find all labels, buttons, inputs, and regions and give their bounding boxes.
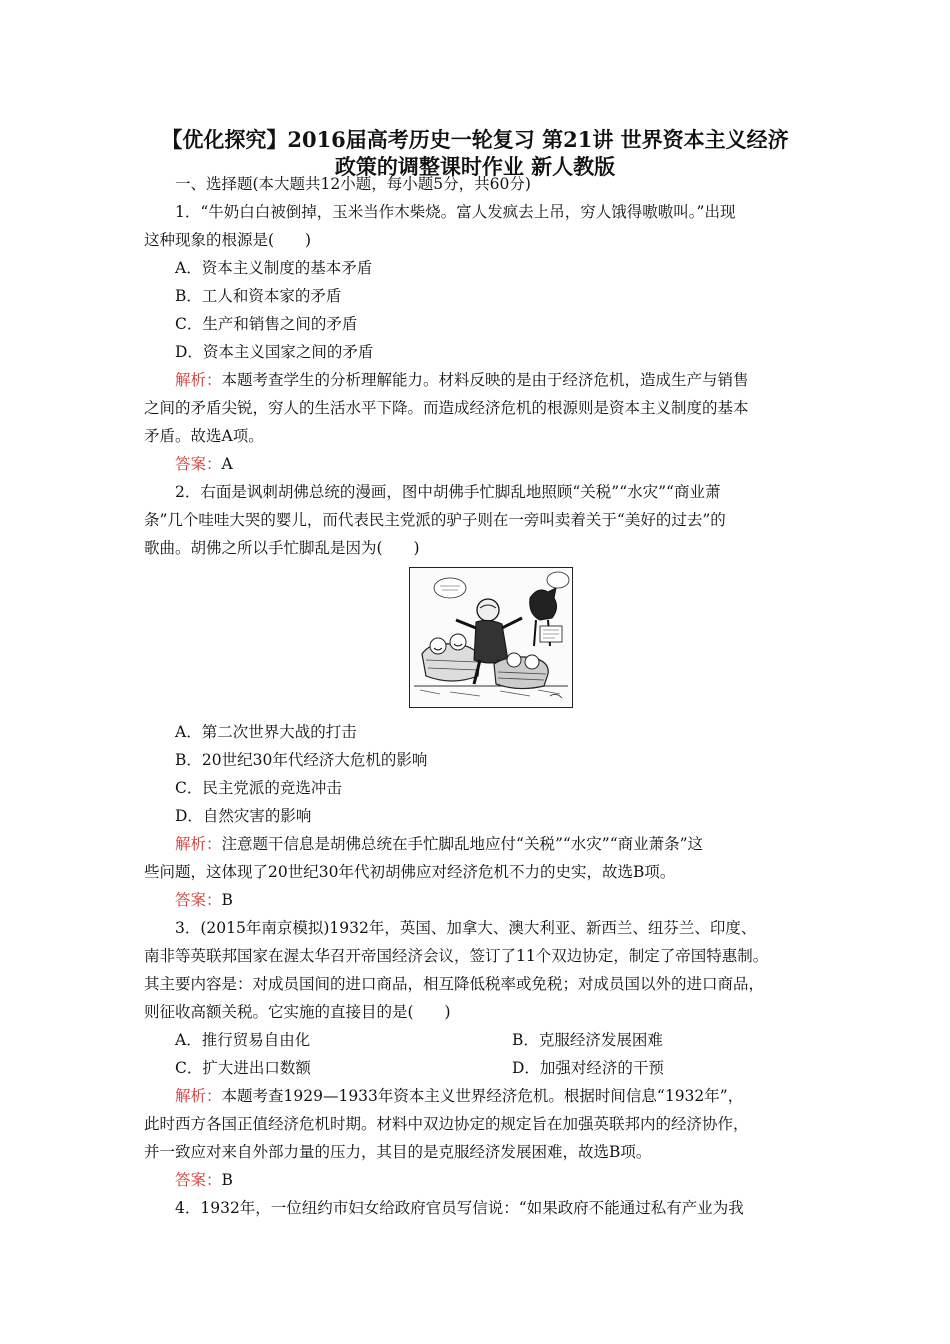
analysis-line: 些问题，这体现了20世纪30年代初胡佛应对经济危机不力的史实，故选B项。 [144, 863, 676, 881]
cartoon-drawing [410, 568, 571, 706]
analysis-line: 解析：本题考查1929—1933年资本主义世界经济危机。根据时间信息“1932年”， [175, 1087, 744, 1105]
answer-line [175, 454, 233, 474]
answer-value: B [221, 891, 233, 909]
question-stem-line: 条”几个哇哇大哭的婴儿，而代表民主党派的驴子则在一旁叫卖着关于“美好的过去”的 [144, 511, 726, 529]
question-stem-line: 南非等英联邦国家在渥太华召开帝国经济会议，签订了11个双边协定，制定了帝国特惠制。 [144, 947, 769, 965]
analysis-line: 并一致应对来自外部力量的压力，其目的是克服经济发展困难，故选B项。 [144, 1143, 652, 1161]
option-c: C．民主党派的竞选冲击 [175, 779, 342, 797]
option-d: D．资本主义国家之间的矛盾 [175, 343, 374, 361]
answer-line [175, 890, 233, 910]
question-stem-line: 3．(2015年南京模拟)1932年，英国、加拿大、澳大利亚、新西兰、纽芬兰、印度、 [175, 919, 757, 937]
option-c: C．扩大进出口数额 [175, 1059, 311, 1077]
title-line-1: 【优化探究】2016届高考历史一轮复习 第21讲 世界资本主义经济 [161, 127, 789, 152]
answer-label: 答案： [175, 1171, 222, 1189]
analysis-line: 矛盾。故选A项。 [144, 427, 264, 445]
option-b: B．克服经济发展困难 [512, 1031, 663, 1049]
answer-value: B [221, 1171, 233, 1189]
analysis-line: 解析：注意题干信息是胡佛总统在手忙脚乱地应付“关税”“水灾”“商业萧条”这 [175, 835, 704, 853]
answer-label: 答案： [175, 891, 222, 909]
title-line-2: 政策的调整课时作业 新人教版 [334, 154, 616, 179]
analysis-label: 解析： [175, 1087, 222, 1105]
option-d: D．加强对经济的干预 [512, 1059, 664, 1077]
hoover-cartoon-image [409, 567, 573, 708]
analysis-label: 解析： [175, 835, 222, 853]
question-stem-line: 其主要内容是：对成员国间的进口商品，相互降低税率或免税；对成员国以外的进口商品， [144, 975, 765, 993]
section-header: 一、选择题(本大题共12小题，每小题5分，共60分) [175, 175, 531, 193]
option-a: A．推行贸易自由化 [175, 1031, 311, 1049]
analysis-label: 解析： [175, 371, 222, 389]
analysis-line: 之间的矛盾尖锐，穷人的生活水平下降。而造成经济危机的根源则是资本主义制度的基本 [144, 399, 749, 417]
option-d: D．自然灾害的影响 [175, 807, 312, 825]
question-stem-line: 歌曲。胡佛之所以手忙脚乱是因为( ) [144, 539, 420, 557]
question-stem-line: 则征收高额关税。它实施的直接目的是( ) [144, 1003, 451, 1021]
option-b: B．工人和资本家的矛盾 [175, 287, 342, 305]
question-stem-line: 2．右面是讽刺胡佛总统的漫画，图中胡佛手忙脚乱地照顾“关税”“水灾”“商业萧 [175, 483, 721, 501]
option-c: C．生产和销售之间的矛盾 [175, 315, 358, 333]
answer-label: 答案： [175, 455, 222, 473]
question-stem-line: 这种现象的根源是( ) [144, 231, 312, 249]
question-stem-line: 1．“牛奶白白被倒掉，玉米当作木柴烧。富人发疯去上吊，穷人饿得嗷嗷叫。”出现 [175, 203, 736, 221]
option-a: A．第二次世界大战的打击 [175, 723, 357, 741]
option-b: B．20世纪30年代经济大危机的影响 [175, 751, 428, 769]
answer-line [175, 1170, 233, 1190]
answer-value: A [221, 455, 233, 473]
option-a: A．资本主义制度的基本矛盾 [175, 259, 373, 277]
question-stem-line: 4．1932年，一位纽约市妇女给政府官员写信说：“如果政府不能通过私有产业为我 [175, 1199, 744, 1217]
analysis-line: 此时西方各国正值经济危机时期。材料中双边协定的规定旨在加强英联邦内的经济协作， [144, 1115, 749, 1133]
analysis-line: 解析：本题考查学生的分析理解能力。材料反映的是由于经济危机，造成生产与销售 [175, 371, 749, 389]
